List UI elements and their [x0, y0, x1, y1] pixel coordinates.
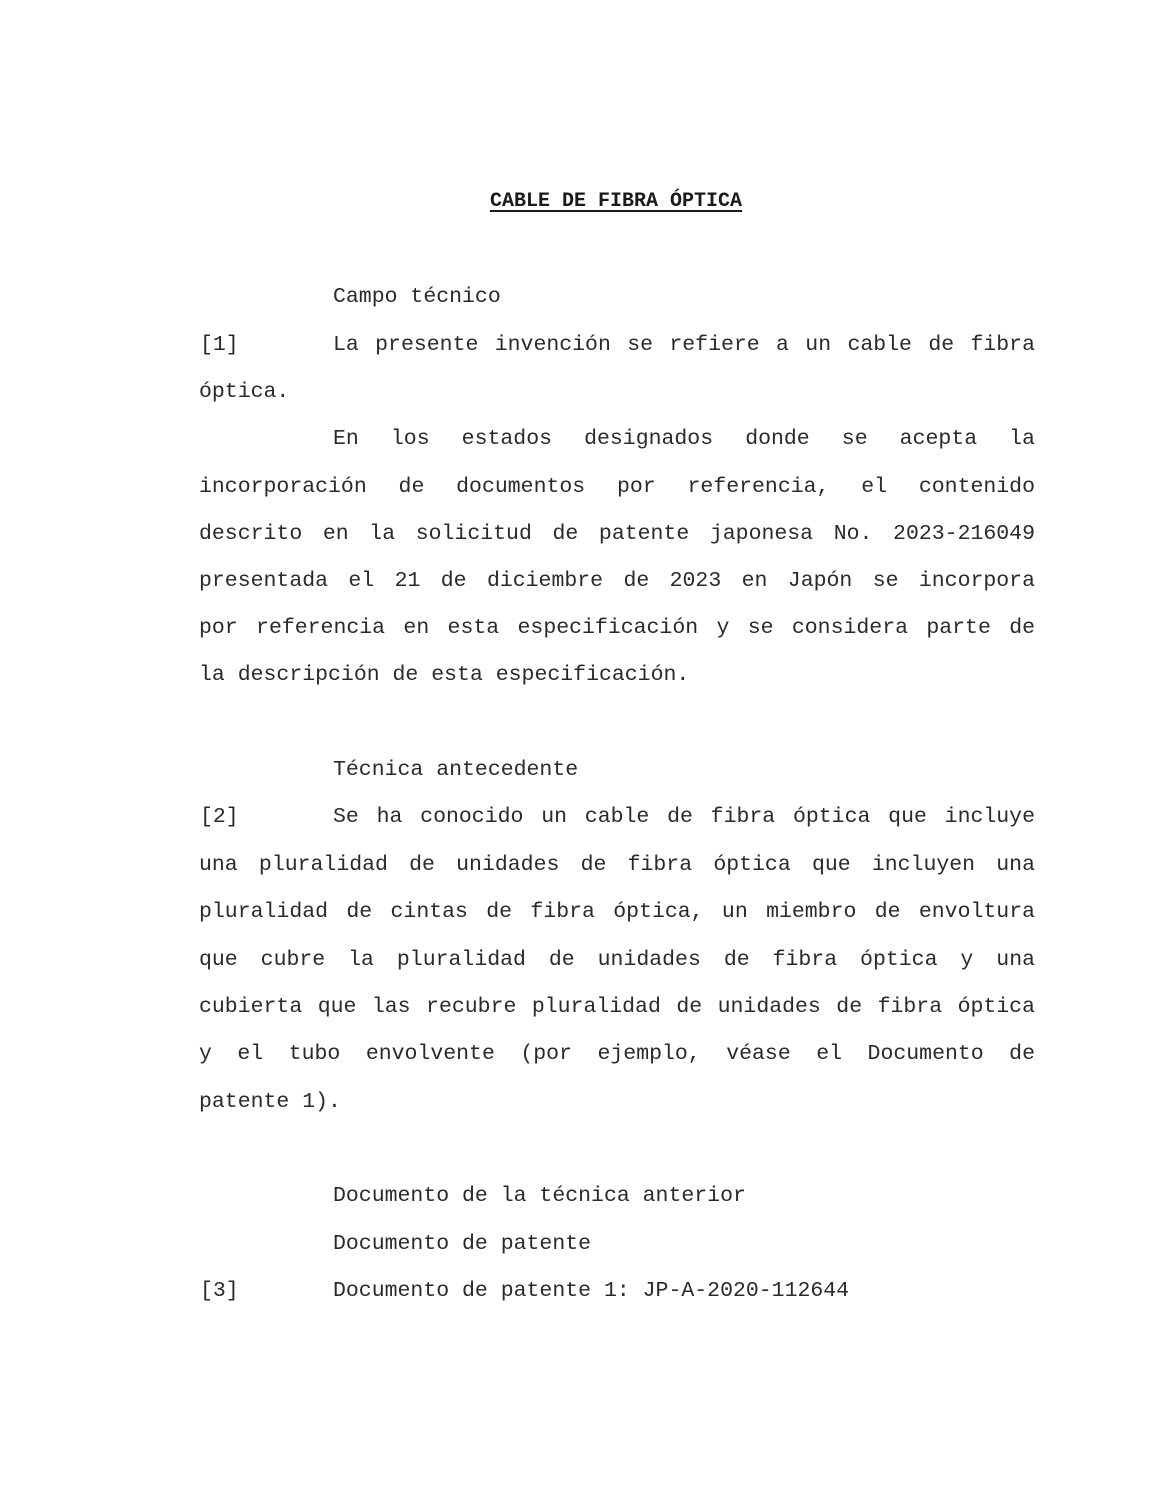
paragraph-2-line-2: una pluralidad de unidades de fibra óptica que incluyen una — [199, 853, 1035, 877]
paragraph-2-line-7: patente 1). — [199, 1090, 341, 1114]
paragraph-incorporation-line-4: presentada el 21 de diciembre de 2023 en Japón se incorpora — [199, 569, 1035, 593]
paragraph-incorporation-line-5: por referencia en esta especificación y se considera parte de — [199, 616, 1035, 640]
paragraph-number-1: [1] — [200, 333, 239, 357]
paragraph-incorporation-line-2: incorporación de documentos por referencia, el contenido — [199, 475, 1035, 499]
paragraph-2-line-3: pluralidad de cintas de fibra óptica, un miembro de envoltura — [199, 900, 1035, 924]
paragraph-2-line-5: cubierta que las recubre pluralidad de unidades de fibra óptica — [199, 995, 1035, 1019]
paragraph-incorporation-line-1: En los estados designados donde se acepta la — [333, 427, 1035, 451]
paragraph-incorporation-line-3: descrito en la solicitud de patente japonesa No. 2023-216049 — [199, 522, 1035, 546]
document-title: CABLE DE FIBRA ÓPTICA — [489, 190, 743, 213]
paragraph-2-line-1: Se ha conocido un cable de fibra óptica que incluye — [333, 805, 1035, 829]
paragraph-1-line-1: La presente invención se refiere a un cable de fibra — [333, 333, 1035, 357]
subheading-documento-de-patente: Documento de patente — [333, 1232, 592, 1256]
section-heading-campo-tecnico: Campo técnico — [333, 285, 501, 309]
section-heading-tecnica-antecedente: Técnica antecedente — [333, 758, 579, 782]
paragraph-1-line-2: óptica. — [199, 380, 290, 404]
paragraph-2-line-4: que cubre la pluralidad de unidades de fibra óptica y una — [199, 948, 1035, 972]
paragraph-number-3: [3] — [200, 1279, 239, 1303]
paragraph-incorporation-line-6: la descripción de esta especificación. — [199, 663, 690, 687]
paragraph-number-2: [2] — [200, 805, 239, 829]
patent-reference: Documento de patente 1: JP-A-2020-112644 — [333, 1279, 850, 1303]
section-heading-documento-tecnica-anterior: Documento de la técnica anterior — [333, 1184, 746, 1208]
paragraph-2-line-6: y el tubo envolvente (por ejemplo, véase el Documento de — [199, 1042, 1035, 1066]
